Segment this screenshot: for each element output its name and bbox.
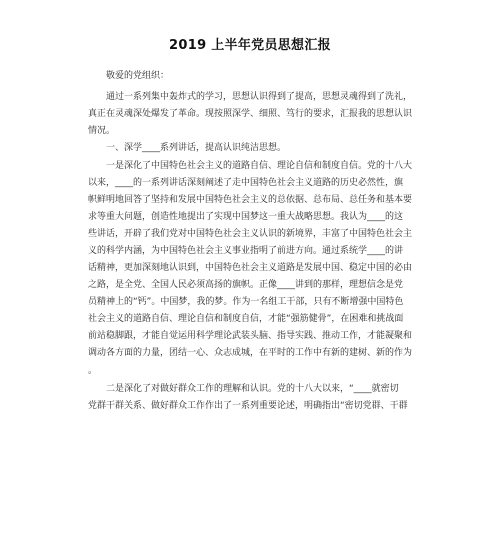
body-line: 以来，____的一系列讲话深刻阐述了走中国特色社会主义道路的历史必然性，旗 [88,178,404,188]
body-line: 。 [88,366,98,376]
body-line: 党群干群关系、做好群众工作作出了一系列重要论述，明确指出“密切党群、干群 [88,401,408,411]
body-line: 之路，是全党、全国人民必须高扬的旗帜。正像____讲到的那样，理想信念是党 [88,280,404,290]
body-line: 前站稳脚跟，才能自觉运用科学理论武装头脑、指导实践、推动工作，才能凝聚和 [88,331,413,341]
body-line: 二是深化了对做好群众工作的理解和认识。党的十八大以来，“____就密切 [106,384,399,394]
body-line: 话精神，更加深刻地认识到，中国特色社会主义道路是发展中国、稳定中国的必由 [88,263,413,273]
body-line: 真正在灵魂深处爆发了革命。现按照深学、细照、笃行的要求，汇报我的思想认识 [88,109,413,119]
body-line: 一是深化了中国特色社会主义的道路自信、理论自信和制度自信。党的十八大 [106,161,413,171]
body-line: 义的科学内涵，为中国特色社会主义事业指明了前进方向。通过系统学____的讲 [88,246,404,256]
body-line: 帜鲜明地回答了坚持和发展中国特色社会主义的总依据、总布局、总任务和基本要 [88,195,413,205]
body-line: 社会主义的道路自信、理论自信和制度自信，才能“强筋健骨”，在困难和挑战面 [88,314,404,324]
body-line: 通过一系列集中轰炸式的学习，思想认识得到了提高，思想灵魂得到了洗礼， [106,92,413,102]
document-title: 2019 上半年党员思想汇报 [169,38,331,53]
body-line: 员精神上的“钙”。中国梦，我的梦。作为一名组工干部，只有不断增强中国特色 [88,297,404,307]
body-line: 求等重大问题，创造性地提出了实现中国梦这一重大战略思想。我认为____的这 [88,212,404,222]
body-line: 情况。 [88,126,116,136]
section-heading: 一、深学____系列讲话，提高认识纯洁思想。 [106,143,287,153]
salutation-line: 敬爱的党组织： [106,71,170,81]
body-line: 些讲话，开辟了我们党对中国特色社会主义认识的新境界，丰富了中国特色社会主 [88,229,413,239]
body-line: 调动各方面的力量，团结一心、众志成城，在平时的工作中有新的建树、新的作为 [88,348,413,358]
